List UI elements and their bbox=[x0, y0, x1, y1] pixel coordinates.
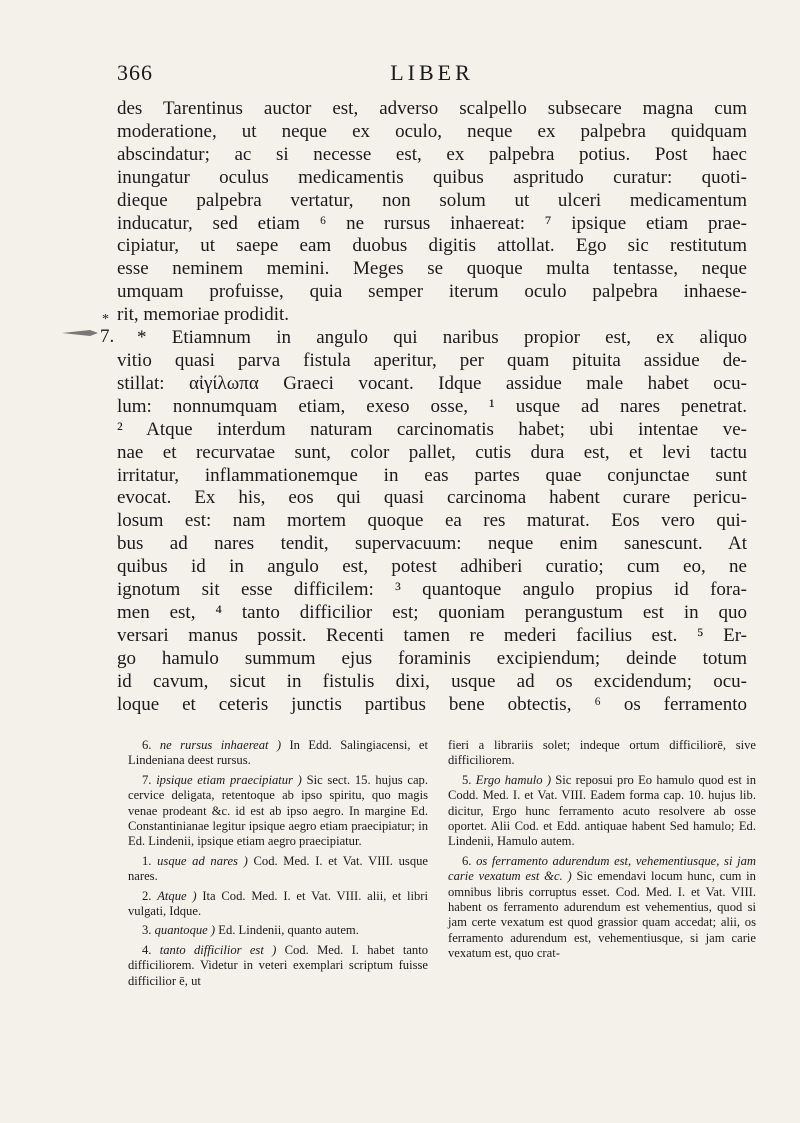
footnote-lemma: usque ad nares ) bbox=[157, 853, 248, 868]
pointing-hand-mark-icon bbox=[60, 326, 102, 340]
footnote-text: Cod. Med. I. habet tanto difficiliorem. Videtur in veteri exemplari scriptum fuisse difficilior ē, ut bbox=[128, 942, 428, 988]
page-number: 366 bbox=[117, 60, 153, 85]
footnote-number: 7. bbox=[142, 772, 152, 787]
footnote bbox=[448, 738, 756, 769]
text-line: stillat: αἰγίλωπα Graeci vocant. Idque assidue male habet ocu- bbox=[117, 372, 747, 394]
footnotes-left-column bbox=[128, 738, 428, 993]
footnote-text: Ed. Lindenii, quanto autem. bbox=[215, 923, 359, 938]
footnote bbox=[128, 889, 428, 920]
footnote-number: 1. bbox=[142, 853, 152, 868]
text-line: loque et ceteris junctis partibus bene obtectis, ⁶ os ferramento bbox=[117, 693, 747, 715]
footnote-text: fieri a librariis solet; indeque ortum difficiliorē, sive difficiliorem. bbox=[448, 738, 756, 768]
text-line: evocat. Ex his, eos qui quasi carcinoma habent curare pericu- bbox=[117, 487, 747, 509]
text-line: abscindatur; ac si necesse est, ex palpebra potius. Post haec bbox=[117, 143, 747, 165]
text-line: inducatur, sed etiam ⁶ ne rursus inhaereat: ⁷ ipsique etiam prae- bbox=[117, 212, 747, 234]
text-line: moderatione, ut neque ex oculo, neque ex palpebra quidquam bbox=[117, 120, 747, 142]
footnote bbox=[128, 738, 428, 769]
footnotes-right-column bbox=[448, 738, 756, 993]
footnote-lemma: ne rursus inhaereat ) bbox=[159, 738, 282, 752]
footnote-lemma: ipsique etiam praecipiatur ) bbox=[156, 772, 302, 787]
text-line: nae et recurvatae sunt, color pallet, cutis dura est, et levi tactu bbox=[117, 441, 747, 463]
footnote-lemma: os ferramento adurendum est, vehementiusque, si jam carie vexatum est &c. ) bbox=[448, 853, 756, 884]
footnote-number: 2. bbox=[142, 888, 152, 903]
footnotes bbox=[128, 738, 756, 993]
text-line: go hamulo summum ejus foraminis excipiendum; deinde totum bbox=[117, 647, 747, 669]
text-line: esse neminem memini. Meges se quoque multa tentasse, neque bbox=[117, 258, 747, 280]
text-line: versari manus possit. Recenti tamen re mederi facilius est. ⁵ Er- bbox=[117, 624, 747, 646]
footnote-text: In Edd. Salingiacensi, et Lindeniana deest rursus. bbox=[128, 738, 428, 768]
footnote-text: Ita Cod. Med. I. et Vat. VIII. alii, et libri vulgati, Idque. bbox=[128, 888, 428, 919]
running-head: LIBER bbox=[390, 60, 474, 85]
section-number: 7. bbox=[100, 326, 115, 347]
margin-section-marker bbox=[60, 312, 120, 348]
footnote bbox=[128, 943, 428, 989]
text-line: ignotum sit esse difficilem: ³ quantoque angulo propius id fora- bbox=[117, 579, 747, 601]
footnote-number: 3. bbox=[142, 923, 152, 938]
footnote bbox=[128, 854, 428, 885]
page-header bbox=[117, 60, 747, 90]
footnote bbox=[448, 773, 756, 850]
text-line: irritatur, inflammationemque in eas partes quae conjunctae sunt bbox=[117, 464, 747, 486]
footnote-number: 5. bbox=[462, 772, 472, 787]
text-line: men est, ⁴ tanto difficilior est; quoniam perangustum est in quo bbox=[117, 601, 747, 623]
footnote-lemma: Ergo hamulo ) bbox=[475, 772, 552, 787]
text-line: quibus id in angulo est, potest adhiberi curatio; cum eo, ne bbox=[117, 556, 747, 578]
text-line: ² Atque interdum naturam carcinomatis habet; ubi intentae ve- bbox=[117, 418, 747, 440]
footnote bbox=[128, 773, 428, 850]
footnote-number: 6. bbox=[142, 738, 152, 752]
footnote-text: Cod. Med. I. et Vat. VIII. usque nares. bbox=[128, 853, 428, 884]
asterisk-mark: * bbox=[102, 312, 109, 327]
text-line: losum est: nam mortem quoque ea res maturat. Eos vero qui- bbox=[117, 510, 747, 532]
footnote-number: 6. bbox=[462, 853, 472, 868]
text-line: cipiatur, ut saepe eam duobus digitis attollat. Ego sic restitutum bbox=[117, 235, 747, 257]
footnote-text: Sic sect. 15. hujus cap. cervice deligata, retentoque ab ipso spiritu, quo magis venae prodeant &c. id est ab ipso aegro. In margine Ed. Constantinianae legitur ipsique aegro etiam praecipiatur; in Ed. Lindenii, ipsique etiam aegro praecipiatur. bbox=[128, 772, 428, 849]
text-line: lum: nonnumquam etiam, exeso osse, ¹ usque ad nares penetrat. bbox=[117, 395, 747, 417]
text-line: bus ad nares tendit, supervacuum: neque enim sanescunt. At bbox=[117, 533, 747, 555]
text-line: inungatur oculus medicamentis quibus aspritudo curatur: quoti- bbox=[117, 166, 747, 188]
footnote-number: 4. bbox=[142, 942, 152, 957]
text-line: des Tarentinus auctor est, adverso scalpello subsecare magna cum bbox=[117, 98, 747, 119]
footnote bbox=[448, 854, 756, 962]
footnote bbox=[128, 923, 428, 938]
text-line: id cavum, sicut in fistulis dixi, usque ad os excidendum; ocu- bbox=[117, 670, 747, 692]
footnote-text: Sic emendavi locum hunc, cum in omnibus libris corruptus esset. Cod. Med. I. et Vat. VIII. habent os ferramento adurendum est vehementius, quod si jam certe vexatum est quod grassior quam accedat; alii, os ferramento adurendum est, vehementiusque, si jam carie vexatum est, quo crat- bbox=[448, 869, 756, 961]
footnote-lemma: quantoque ) bbox=[154, 923, 216, 938]
text-line: dieque palpebra vertatur, non solum ut ulceri medicamentum bbox=[117, 189, 747, 211]
text-line: umquam profuisse, quia semper iterum oculo palpebra inhaese- bbox=[117, 281, 747, 303]
footnote-lemma: Atque ) bbox=[157, 888, 197, 903]
text-line: vitio quasi parva fistula aperitur, per quam pituita assidue de- bbox=[117, 349, 747, 371]
main-text-body bbox=[117, 98, 747, 716]
text-line: rit, memoriae prodidit. bbox=[117, 304, 290, 326]
footnote-lemma: tanto difficilior est ) bbox=[159, 942, 277, 957]
text-line: * Etiamnum in angulo qui naribus propior est, ex aliquo bbox=[137, 327, 747, 349]
footnote-text: Sic reposui pro Eo hamulo quod est in Codd. Med. I. et Vat. VIII. Eadem forma cap. 10. hujus lib. dicitur, Ergo hunc ferramento acuto resolvere ab osse oportet. Alii Cod. et Edd. antiquae habent Sed hamulo; Ed. Lindenii, Hamulo autem. bbox=[448, 772, 756, 849]
